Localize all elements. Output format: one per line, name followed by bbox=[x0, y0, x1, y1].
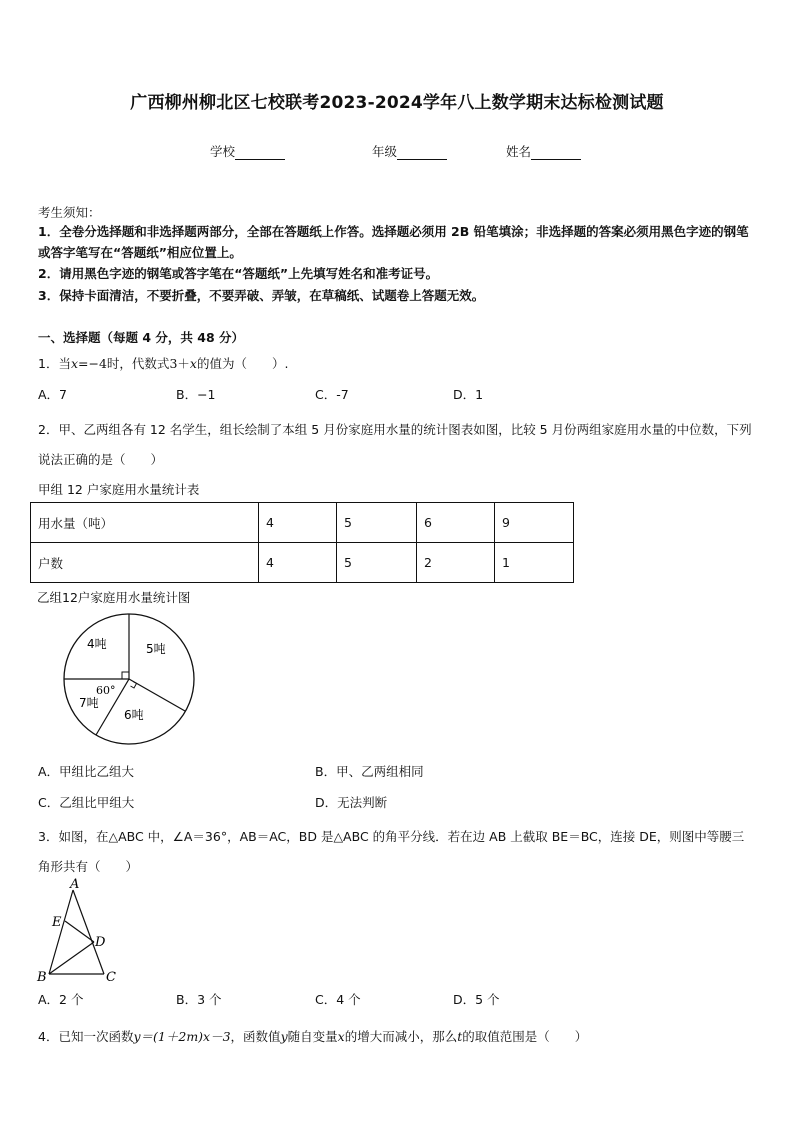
question-3: 3．如图，在△ABC 中，∠A＝36°，AB＝AC，BD 是△ABC 的角平分线．若在边 AB 上截取 BE＝BC，连接 DE，则图中等腰三角形共有（ ） bbox=[38, 829, 745, 874]
q1-option-a[interactable]: A．7 bbox=[38, 387, 68, 402]
q4-function: y＝(1＋2m)x－3 bbox=[133, 1029, 231, 1044]
q4-mid1: ，函数值 bbox=[230, 1029, 281, 1044]
table-cell: 1 bbox=[495, 543, 574, 583]
name-label: 姓名 bbox=[506, 144, 532, 159]
name-field bbox=[506, 142, 581, 160]
segment-de bbox=[65, 921, 94, 942]
q1-option-d[interactable]: D．1 bbox=[453, 387, 484, 402]
table-caption: 甲组 12 户家庭用水量统计表 bbox=[38, 482, 200, 497]
pie-angle-label: 60° bbox=[96, 684, 116, 697]
table-cell: 户数 bbox=[31, 543, 259, 583]
right-angle-mark bbox=[122, 672, 129, 679]
q4-prefix: 4．已知一次函数 bbox=[38, 1029, 134, 1044]
grade-blank[interactable] bbox=[397, 146, 447, 160]
pie-divider bbox=[129, 679, 185, 711]
q4-mid3: 的增大而减小，那么 bbox=[344, 1029, 458, 1044]
page-title: 广西柳州柳北区七校联考2023-2024学年八上数学期末达标检测试题 bbox=[130, 93, 664, 113]
pie-chart-svg bbox=[40, 607, 210, 752]
q4-var-t: t bbox=[457, 1029, 463, 1044]
question-2: 2．甲、乙两组各有 12 名学生，组长绘制了本组 5 月份家庭用水量的统计图表如图，比较 5 月份两组家庭用水量的中位数，下列说法正确的是（ ） bbox=[38, 422, 752, 467]
vertex-label-d: D bbox=[95, 935, 106, 950]
q2-option-a[interactable]: A．甲组比乙组大 bbox=[38, 764, 135, 779]
table-cell: 4 bbox=[259, 543, 337, 583]
pie-label-5t: 5吨 bbox=[146, 642, 166, 656]
notice-item-2: 2．请用黑色字迹的钢笔或答字笔在“答题纸”上先填写姓名和准考证号。 bbox=[38, 266, 439, 281]
notice-item-1: 1．全卷分选择题和非选择题两部分，全部在答题纸上作答。选择题必须用 2B 铅笔填涂；非选择题的答案必须用黑色字迹的钢笔或答字笔写在“答题纸”相应位置上。 bbox=[38, 224, 749, 260]
notice-heading: 考生须知： bbox=[38, 205, 101, 220]
q1-mid: 时，代数式 bbox=[106, 356, 170, 371]
school-label: 学校 bbox=[210, 144, 236, 159]
pie-chart-figure bbox=[40, 607, 210, 752]
table-row bbox=[31, 543, 574, 583]
q3-option-a[interactable]: A．2 个 bbox=[38, 992, 84, 1007]
side-ac bbox=[73, 890, 104, 974]
segment-bd bbox=[49, 942, 94, 974]
grade-field bbox=[372, 142, 447, 160]
q2-option-b[interactable]: B．甲、乙两组相同 bbox=[315, 764, 424, 779]
question-1 bbox=[38, 354, 288, 372]
grade-label: 年级 bbox=[372, 144, 398, 159]
table-cell: 9 bbox=[495, 503, 574, 543]
water-usage-table bbox=[30, 502, 574, 583]
notice-item-3: 3．保持卡面清洁，不要折叠，不要弄破、弄皱，在草稿纸、试题卷上答题无效。 bbox=[38, 288, 485, 303]
question-4 bbox=[38, 1027, 587, 1045]
q4-var-y: y bbox=[280, 1029, 288, 1044]
q1-expr-a: 3＋ bbox=[169, 356, 190, 371]
q3-option-d[interactable]: D．5 个 bbox=[453, 992, 500, 1007]
right-angle-mark bbox=[131, 682, 137, 689]
q1-option-b[interactable]: B．−1 bbox=[176, 387, 216, 402]
section-heading: 一、选择题（每题 4 分，共 48 分） bbox=[38, 330, 245, 345]
q1-prefix: 1．当 bbox=[38, 356, 71, 371]
q3-option-c[interactable]: C．4 个 bbox=[315, 992, 361, 1007]
q4-suffix: 的取值范围是（ ） bbox=[462, 1029, 588, 1044]
q1-var-x: x bbox=[70, 356, 79, 371]
vertex-label-e: E bbox=[52, 915, 62, 930]
q1-expr-x: x bbox=[189, 356, 197, 371]
table-cell: 5 bbox=[337, 503, 417, 543]
side-ab bbox=[49, 890, 73, 974]
q4-mid2: 随自变量 bbox=[287, 1029, 338, 1044]
table-cell: 2 bbox=[417, 543, 495, 583]
q2-option-c[interactable]: C．乙组比甲组大 bbox=[38, 795, 135, 810]
vertex-label-c: C bbox=[106, 970, 116, 985]
school-blank[interactable] bbox=[235, 146, 285, 160]
table-cell: 5 bbox=[337, 543, 417, 583]
q1-option-c[interactable]: C．-7 bbox=[315, 387, 349, 402]
school-field bbox=[210, 142, 285, 160]
vertex-label-a: A bbox=[70, 877, 80, 892]
table-cell: 4 bbox=[259, 503, 337, 543]
triangle-svg bbox=[34, 876, 124, 986]
q1-eq: =−4 bbox=[78, 356, 107, 371]
q1-suffix: 的值为（ ）. bbox=[196, 356, 289, 371]
vertex-label-b: B bbox=[37, 970, 47, 985]
table-row bbox=[31, 503, 574, 543]
pie-label-6t: 6吨 bbox=[124, 708, 144, 722]
table-cell: 用水量（吨） bbox=[31, 503, 259, 543]
name-blank[interactable] bbox=[531, 146, 581, 160]
triangle-figure bbox=[34, 876, 124, 986]
q4-var-x: x bbox=[337, 1029, 345, 1044]
q2-option-d[interactable]: D．无法判断 bbox=[315, 795, 388, 810]
q3-option-b[interactable]: B．3 个 bbox=[176, 992, 222, 1007]
pie-label-4t: 4吨 bbox=[87, 637, 107, 651]
table-cell: 6 bbox=[417, 503, 495, 543]
pie-caption: 乙组12户家庭用水量统计图 bbox=[37, 590, 191, 605]
pie-label-7t: 7吨 bbox=[79, 696, 99, 710]
